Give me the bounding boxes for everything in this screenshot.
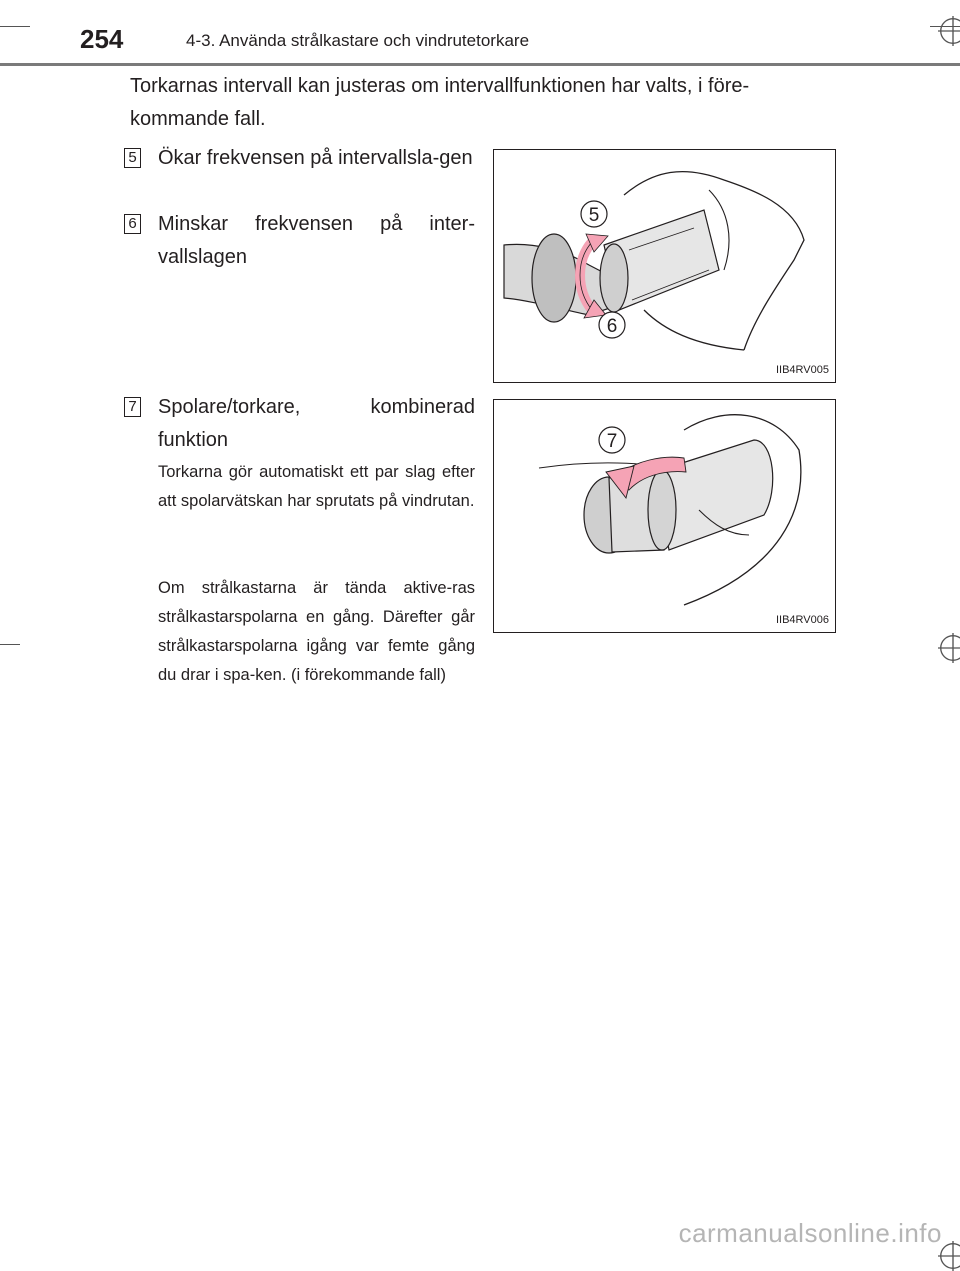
note-paragraph-1: Torkarna gör automatiskt ett par slag efter att spolarvätskan har sprutats på vindrutan. [158,463,475,510]
figure-washer-wiper-combined [493,399,836,633]
list-item-5 [130,142,475,175]
watermark: carmanualsonline.info [678,1218,942,1248]
crop-mark-mid-left [0,644,20,645]
callout-6: 6 [606,316,618,337]
item-text: Minskar frekvensen på inter-vallslagen [158,213,475,268]
item-text: Ökar frekvensen på intervallsla-gen [158,147,473,169]
list-item-6 [130,208,475,274]
registration-mark-mid-right-icon [938,633,960,663]
wiper-lever-illustration-icon [494,150,835,382]
header-divider [0,63,960,66]
item-badge: 7 [124,397,141,417]
figure-code: IIB4RV005 [775,364,829,376]
callout-5: 5 [588,205,600,226]
washer-lever-illustration-icon [494,400,835,632]
item-text: Spolare/torkare, kombinerad funktion [158,396,475,451]
list-item-7 [130,391,475,457]
item-badge: 6 [124,214,141,234]
figure-wiper-lever-interval [493,149,836,383]
page-number: 254 [80,24,124,54]
intro-paragraph: Torkarnas intervall kan justeras om intervallfunktionen har valts, i före-kommande fall. [130,75,750,130]
callout-7: 7 [606,431,618,452]
section-title: 4-3. Använda strålkastare och vindrutetorkare [186,31,530,50]
figure-code: IIB4RV006 [775,614,829,626]
note-paragraph-2: Om strålkastarna är tända aktive-ras strålkastarspolarna en gång. Därefter går strålkastarspolarna igång var femte gång du drar i spa-ken. (i förekommande fall) [158,579,475,684]
item-badge: 5 [124,148,141,168]
page-header [0,24,960,64]
